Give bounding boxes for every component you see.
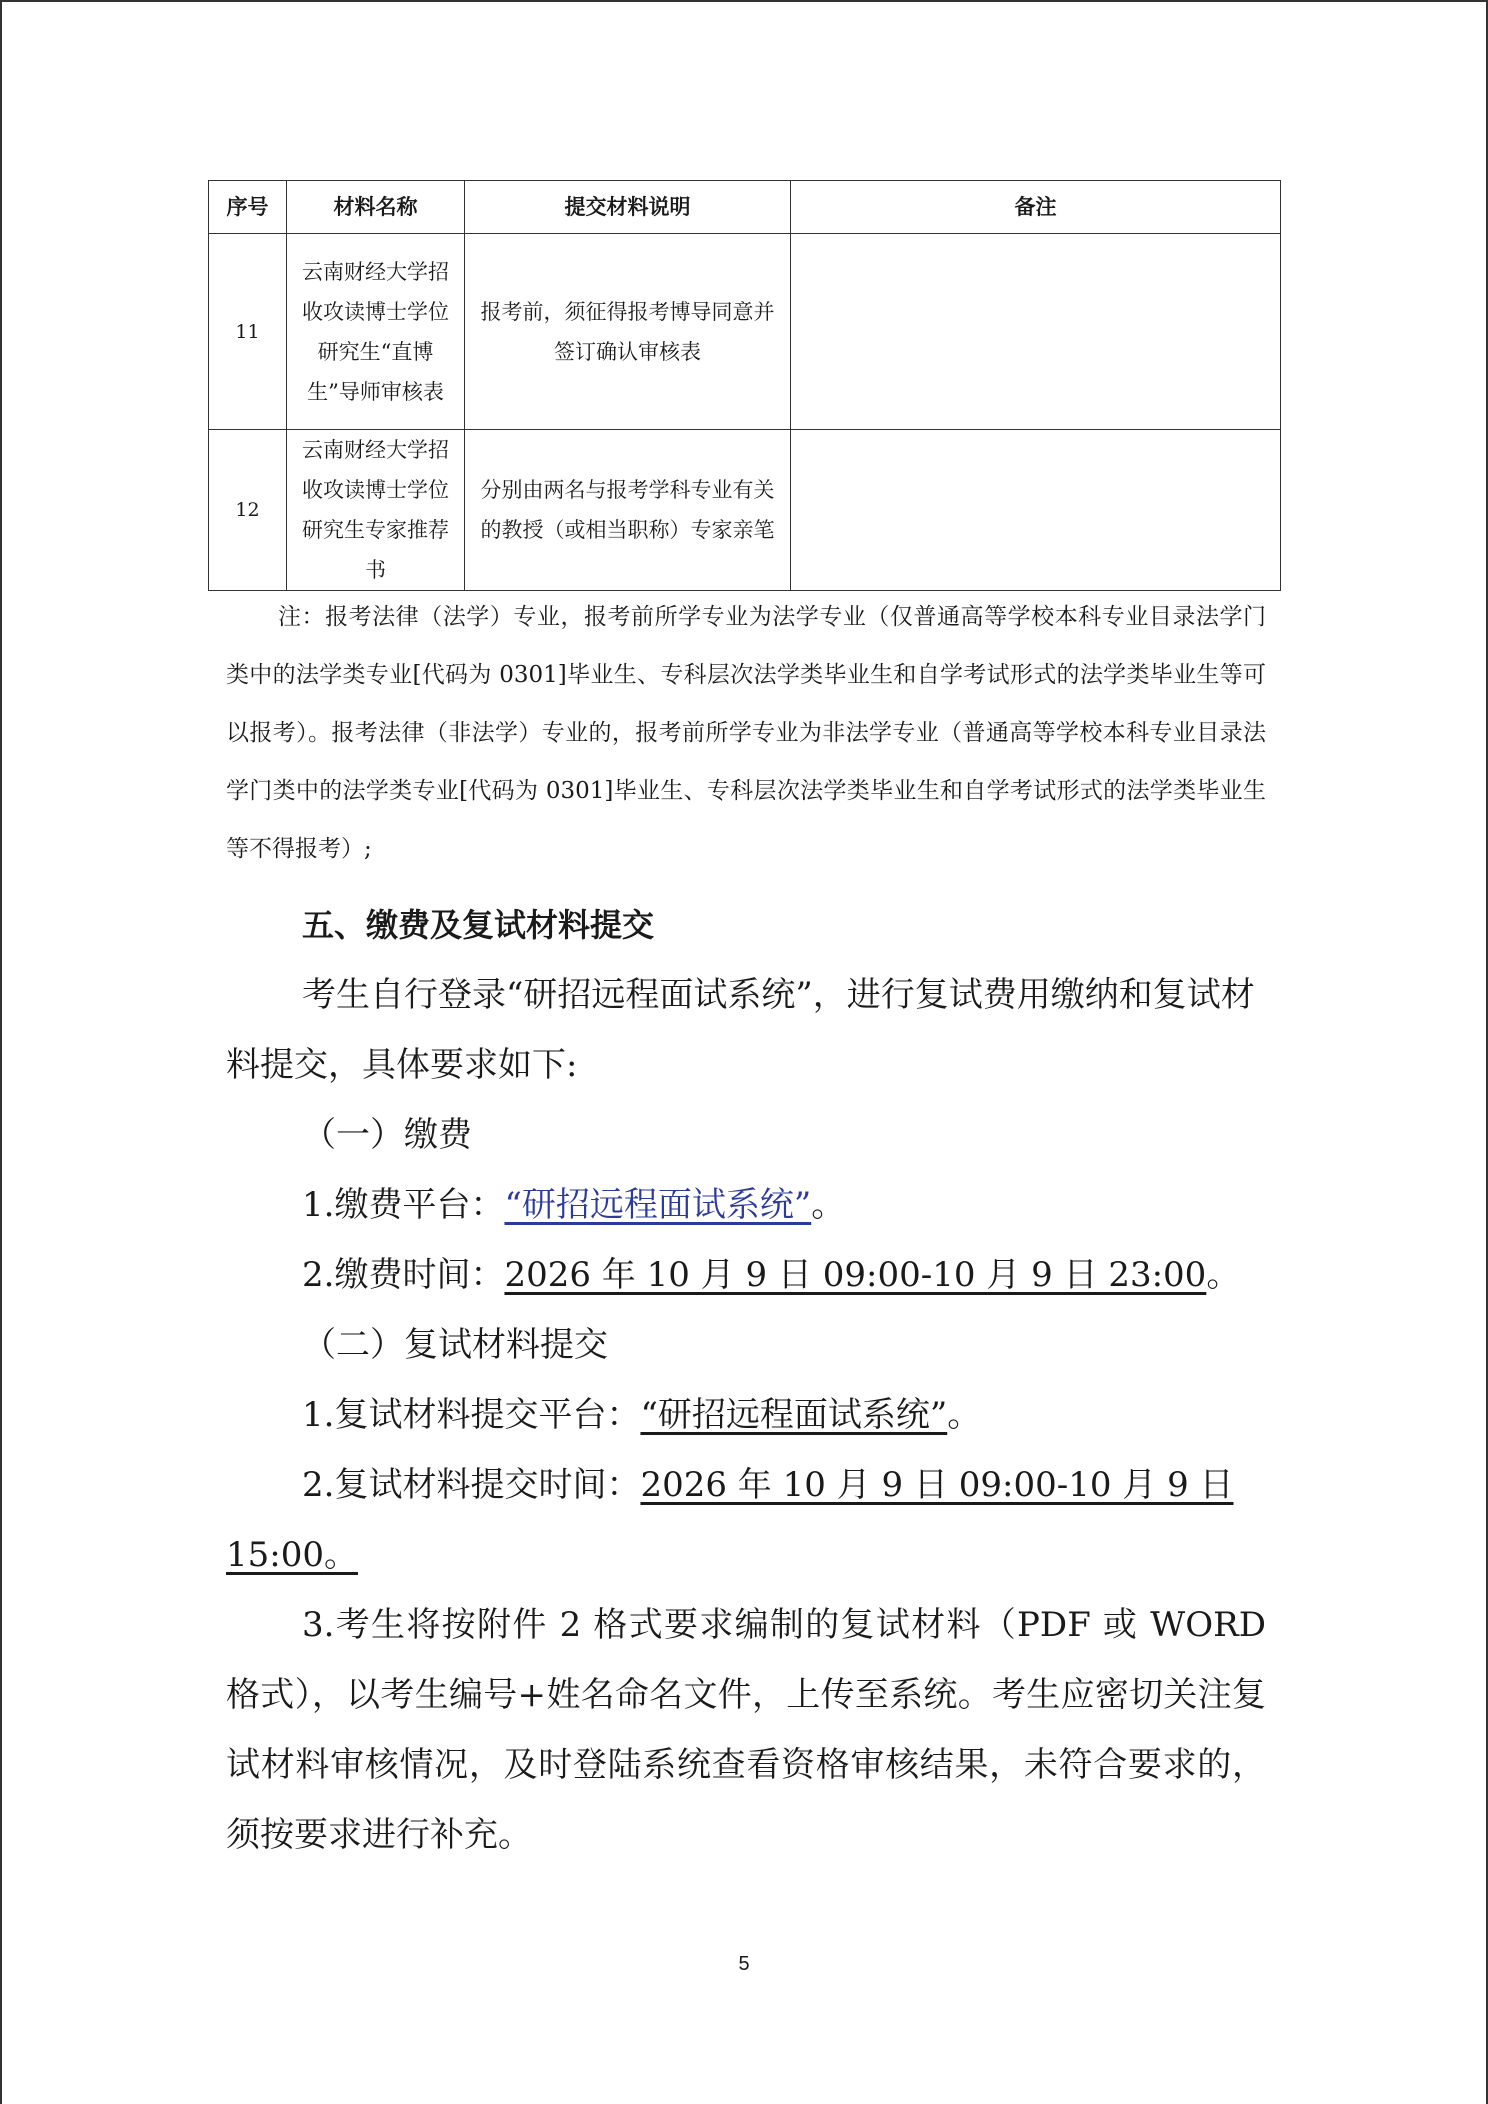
materials-platform-value: “研招远程面试系统”	[640, 1395, 948, 1435]
section-heading: 五、缴费及复试材料提交	[302, 906, 655, 944]
payment-platform-label: 1.缴费平台：	[302, 1185, 505, 1225]
payment-time-value: 2026 年 10 月 9 日 09:00-10 月 9 日 23:00	[504, 1255, 1207, 1295]
cell-no: 12	[209, 430, 287, 591]
header-name: 材料名称	[287, 181, 465, 234]
materials-time-line	[226, 1450, 1266, 1590]
page-border	[0, 0, 1488, 2]
punctuation: 。	[1206, 1255, 1241, 1295]
punctuation: 。	[947, 1395, 982, 1435]
materials-table	[208, 180, 1281, 591]
cell-remark	[791, 430, 1281, 591]
payment-platform-line	[226, 1170, 1266, 1240]
cell-name: 云南财经大学招收攻读博士学位研究生专家推荐书	[287, 430, 465, 591]
cell-remark	[791, 234, 1281, 430]
cell-no: 11	[209, 234, 287, 430]
materials-time-label: 2.复试材料提交时间：	[302, 1465, 641, 1505]
materials-platform-label: 1.复试材料提交平台：	[302, 1395, 641, 1435]
header-no: 序号	[209, 181, 287, 234]
header-desc: 提交材料说明	[465, 181, 791, 234]
page-number: 5	[738, 1953, 750, 1975]
materials-instructions: 3.考生将按附件 2 格式要求编制的复试材料（PDF 或 WORD 格式），以考生编号+姓名命名文件，上传至系统。考生应密切关注复试材料审核情况，及时登陆系统查看资格审核结果，未符合要求的，须按要求进行补充。	[226, 1605, 1266, 1855]
table-header-row	[209, 181, 1281, 234]
cell-desc: 报考前，须征得报考博导同意并签订确认审核表	[465, 234, 791, 430]
cell-name: 云南财经大学招收攻读博士学位研究生“直博生”导师审核表	[287, 234, 465, 430]
payment-platform-link[interactable]: “研招远程面试系统”	[504, 1185, 812, 1225]
table-note: 注：报考法律（法学）专业，报考前所学专业为法学专业（仅普通高等学校本科专业目录法学门类中的法学类专业[代码为 0301]毕业生、专科层次法学类毕业生和自学考试形式的法学类毕业生等可以报考）。报考法律（非法学）专业的，报考前所学专业为非法学专业（普通高等学校本科专业目录法学门类中的法学类专业[代码为 0301]毕业生、专科层次法学类毕业生和自学考试形式的法学类毕业生等不得报考）;	[226, 604, 1266, 862]
materials-platform-line	[226, 1380, 1266, 1450]
payment-time-label: 2.缴费时间：	[302, 1255, 505, 1295]
subsection-title-materials: （二）复试材料提交	[302, 1325, 608, 1365]
payment-time-line	[226, 1240, 1266, 1310]
header-remark: 备注	[791, 181, 1281, 234]
punctuation: 。	[811, 1185, 846, 1225]
materials-time-value: 2026 年 10 月 9 日 09:00-10 月 9 日 15:00。	[226, 1465, 1234, 1575]
table-row	[209, 430, 1281, 591]
table-row	[209, 234, 1281, 430]
cell-desc: 分别由两名与报考学科专业有关的教授（或相当职称）专家亲笔	[465, 430, 791, 591]
section-intro: 考生自行登录“研招远程面试系统”，进行复试费用缴纳和复试材料提交，具体要求如下:	[226, 975, 1255, 1085]
page-border	[0, 0, 2, 2104]
subsection-title-payment: （一）缴费	[302, 1115, 472, 1155]
